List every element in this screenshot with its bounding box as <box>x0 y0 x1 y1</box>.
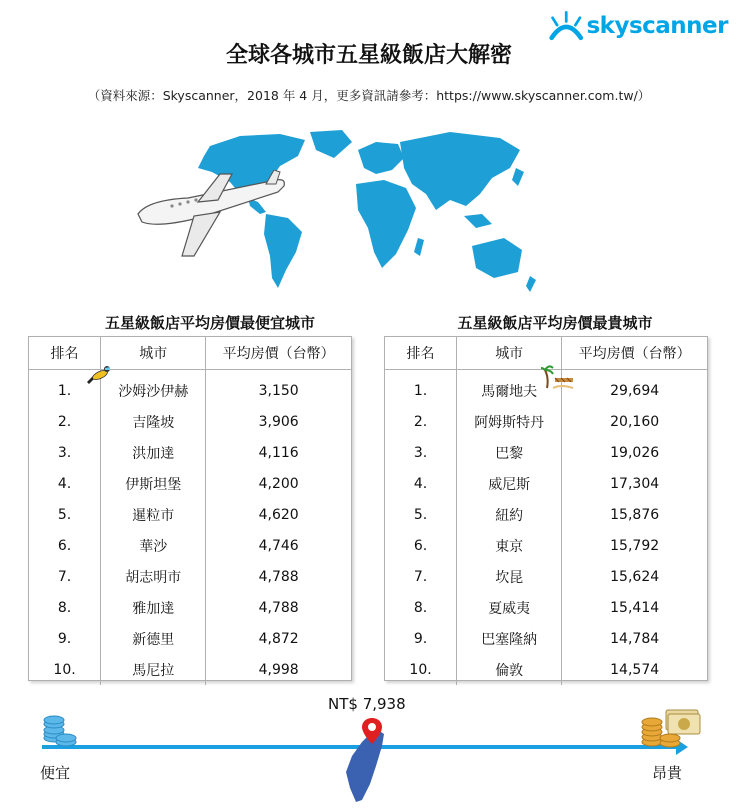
table-row <box>385 468 707 499</box>
price-cell: 4,788 <box>206 561 351 592</box>
rank-cell: 9. <box>413 630 428 647</box>
expensive-label: 昂貴 <box>652 764 683 782</box>
rank-cell: 7. <box>57 568 72 585</box>
cheap-table-title: 五星級飯店平均房價最便宜城市 <box>104 314 315 332</box>
table-row <box>29 468 351 499</box>
rank-cell: 3. <box>413 444 428 461</box>
brand-name: skyscanner <box>586 13 728 39</box>
taiwan-price-label: NT$ 7,938 <box>328 695 406 713</box>
city-cell: 伊斯坦堡 <box>101 468 206 499</box>
city-cell: 洪加達 <box>101 437 206 468</box>
col-header-city: 城市 <box>457 337 562 369</box>
money-coins-icon <box>638 706 702 748</box>
price-cell: 15,414 <box>562 592 707 623</box>
city-cell: 雅加達 <box>101 592 206 623</box>
palm-tree-icon <box>541 364 575 390</box>
city-cell: 華沙 <box>101 530 206 561</box>
price-cell: 4,116 <box>206 437 351 468</box>
table-row <box>385 406 707 437</box>
price-cell: 29,694 <box>562 369 707 406</box>
price-cell: 4,998 <box>206 654 351 685</box>
col-header-price: 平均房價（台幣） <box>206 337 351 369</box>
price-cell: 17,304 <box>562 468 707 499</box>
table-row <box>385 654 707 685</box>
coins-icon <box>40 712 80 748</box>
rank-cell: 2. <box>413 413 428 430</box>
rank-cell: 6. <box>57 537 72 554</box>
city-cell: 巴黎 <box>457 437 562 468</box>
table-row <box>29 623 351 654</box>
city-cell: 夏威夷 <box>457 592 562 623</box>
table-row <box>29 654 351 685</box>
price-cell: 4,788 <box>206 592 351 623</box>
cheap-hotels-table <box>28 336 352 681</box>
price-cell: 20,160 <box>562 406 707 437</box>
source-note: （資料來源：Skyscanner，2018 年 4 月，更多資訊請參考：https://www.skyscanner.com.tw/） <box>87 88 651 103</box>
price-cell: 19,026 <box>562 437 707 468</box>
city-cell: 新德里 <box>101 623 206 654</box>
price-cell: 4,200 <box>206 468 351 499</box>
price-cell: 3,150 <box>206 369 351 406</box>
city-cell: 胡志明市 <box>101 561 206 592</box>
city-cell: 馬爾地夫 <box>457 369 562 406</box>
rank-cell: 5. <box>57 506 72 523</box>
table-row <box>29 369 351 406</box>
table-row <box>29 437 351 468</box>
expensive-table-title: 五星級飯店平均房價最貴城市 <box>457 314 653 332</box>
table-row <box>29 530 351 561</box>
table-row <box>385 592 707 623</box>
city-cell: 暹粒市 <box>101 499 206 530</box>
price-cell: 15,876 <box>562 499 707 530</box>
rank-cell: 8. <box>413 599 428 616</box>
table-row <box>385 623 707 654</box>
rank-cell: 5. <box>413 506 428 523</box>
rank-cell: 4. <box>413 475 428 492</box>
table-row <box>29 499 351 530</box>
diver-icon <box>85 364 113 386</box>
rank-cell: 10. <box>409 661 432 678</box>
airplane-icon <box>128 170 288 260</box>
table-row <box>385 561 707 592</box>
table-row <box>385 437 707 468</box>
city-cell: 巴塞隆納 <box>457 623 562 654</box>
city-cell: 沙姆沙伊赫 <box>101 369 206 406</box>
price-cell: 15,792 <box>562 530 707 561</box>
rank-cell: 1. <box>413 382 428 399</box>
price-cell: 4,746 <box>206 530 351 561</box>
col-header-rank: 排名 <box>385 337 457 369</box>
table-row <box>385 530 707 561</box>
rank-cell: 3. <box>57 444 72 461</box>
rank-cell: 1. <box>57 382 72 399</box>
table-row <box>29 561 351 592</box>
city-cell: 威尼斯 <box>457 468 562 499</box>
city-cell: 吉隆坡 <box>101 406 206 437</box>
rank-cell: 4. <box>57 475 72 492</box>
col-header-city: 城市 <box>101 337 206 369</box>
rank-cell: 6. <box>413 537 428 554</box>
table-row <box>29 592 351 623</box>
city-cell: 馬尼拉 <box>101 654 206 685</box>
city-cell: 倫敦 <box>457 654 562 685</box>
price-cell: 4,620 <box>206 499 351 530</box>
cheap-label: 便宜 <box>40 764 71 782</box>
city-cell: 阿姆斯特丹 <box>457 406 562 437</box>
city-cell: 坎昆 <box>457 561 562 592</box>
col-header-rank: 排名 <box>29 337 101 369</box>
city-cell: 東京 <box>457 530 562 561</box>
taiwan-map <box>340 716 396 806</box>
page-title: 全球各城市五星級飯店大解密 <box>225 43 512 68</box>
price-cell: 14,574 <box>562 654 707 685</box>
col-header-price: 平均房價（台幣） <box>562 337 707 369</box>
rank-cell: 7. <box>413 568 428 585</box>
price-cell: 4,872 <box>206 623 351 654</box>
city-cell: 紐約 <box>457 499 562 530</box>
price-cell: 15,624 <box>562 561 707 592</box>
rank-cell: 10. <box>53 661 76 678</box>
table-row <box>385 499 707 530</box>
price-cell: 14,784 <box>562 623 707 654</box>
price-cell: 3,906 <box>206 406 351 437</box>
rank-cell: 2. <box>57 413 72 430</box>
rank-cell: 9. <box>57 630 72 647</box>
rank-cell: 8. <box>57 599 72 616</box>
table-row <box>29 406 351 437</box>
